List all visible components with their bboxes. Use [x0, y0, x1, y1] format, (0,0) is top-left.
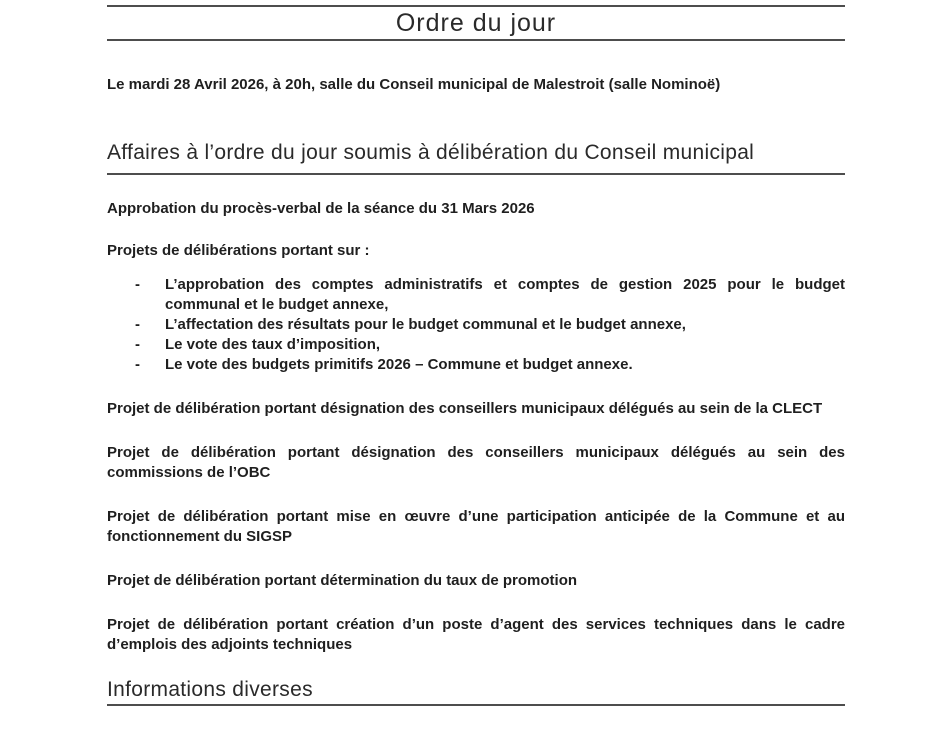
paragraph-sigsp: Projet de délibération portant mise en œuvre d’une participation anticipée de la Commune et au fonctionnement du SIGSP	[107, 508, 845, 545]
section-heading-affaires: Affaires à l’ordre du jour soumis à délibération du Conseil municipal	[107, 140, 845, 175]
list-item	[135, 315, 845, 335]
bullet-text: L’affectation des résultats pour le budget communal et le budget annexe,	[165, 316, 686, 333]
bullet-text: L’approbation des comptes administratifs et comptes de gestion 2025 pour le budget communal et le budget annexe,	[165, 276, 845, 313]
bullet-list	[107, 275, 845, 375]
document-content	[107, 5, 845, 706]
section-heading-informations: Informations diverses	[107, 677, 845, 706]
bullet-text: Le vote des budgets primitifs 2026 – Commune et budget annexe.	[165, 356, 633, 373]
title-block	[107, 5, 845, 41]
date-line: Le mardi 28 Avril 2026, à 20h, salle du Conseil municipal de Malestroit (salle Nominoë)	[107, 76, 721, 93]
list-item	[135, 355, 845, 375]
paragraph-approbation: Approbation du procès-verbal de la séance du 31 Mars 2026	[107, 200, 535, 217]
paragraph-obc: Projet de délibération portant désignation des conseillers municipaux délégués au sein des commissions de l’OBC	[107, 444, 845, 481]
list-item	[135, 335, 845, 355]
paragraph-creation-poste: Projet de délibération portant création d’un poste d’agent des services techniques dans le cadre d’emplois des adjoints techniques	[107, 616, 845, 653]
bullet-text: Le vote des taux d’imposition,	[165, 336, 381, 353]
paragraph-taux-promotion: Projet de délibération portant détermination du taux de promotion	[107, 572, 578, 589]
bullet-dash: -	[135, 316, 140, 333]
paragraph-clect: Projet de délibération portant désignation des conseillers municipaux délégués au sein de la CLECT	[107, 400, 823, 417]
bullet-dash: -	[135, 356, 140, 373]
bullet-dash: -	[135, 336, 140, 353]
paragraph-projets-intro: Projets de délibérations portant sur :	[107, 242, 370, 259]
list-item	[135, 275, 845, 315]
page-title: Ordre du jour	[395, 9, 557, 37]
bullet-dash: -	[135, 276, 140, 293]
